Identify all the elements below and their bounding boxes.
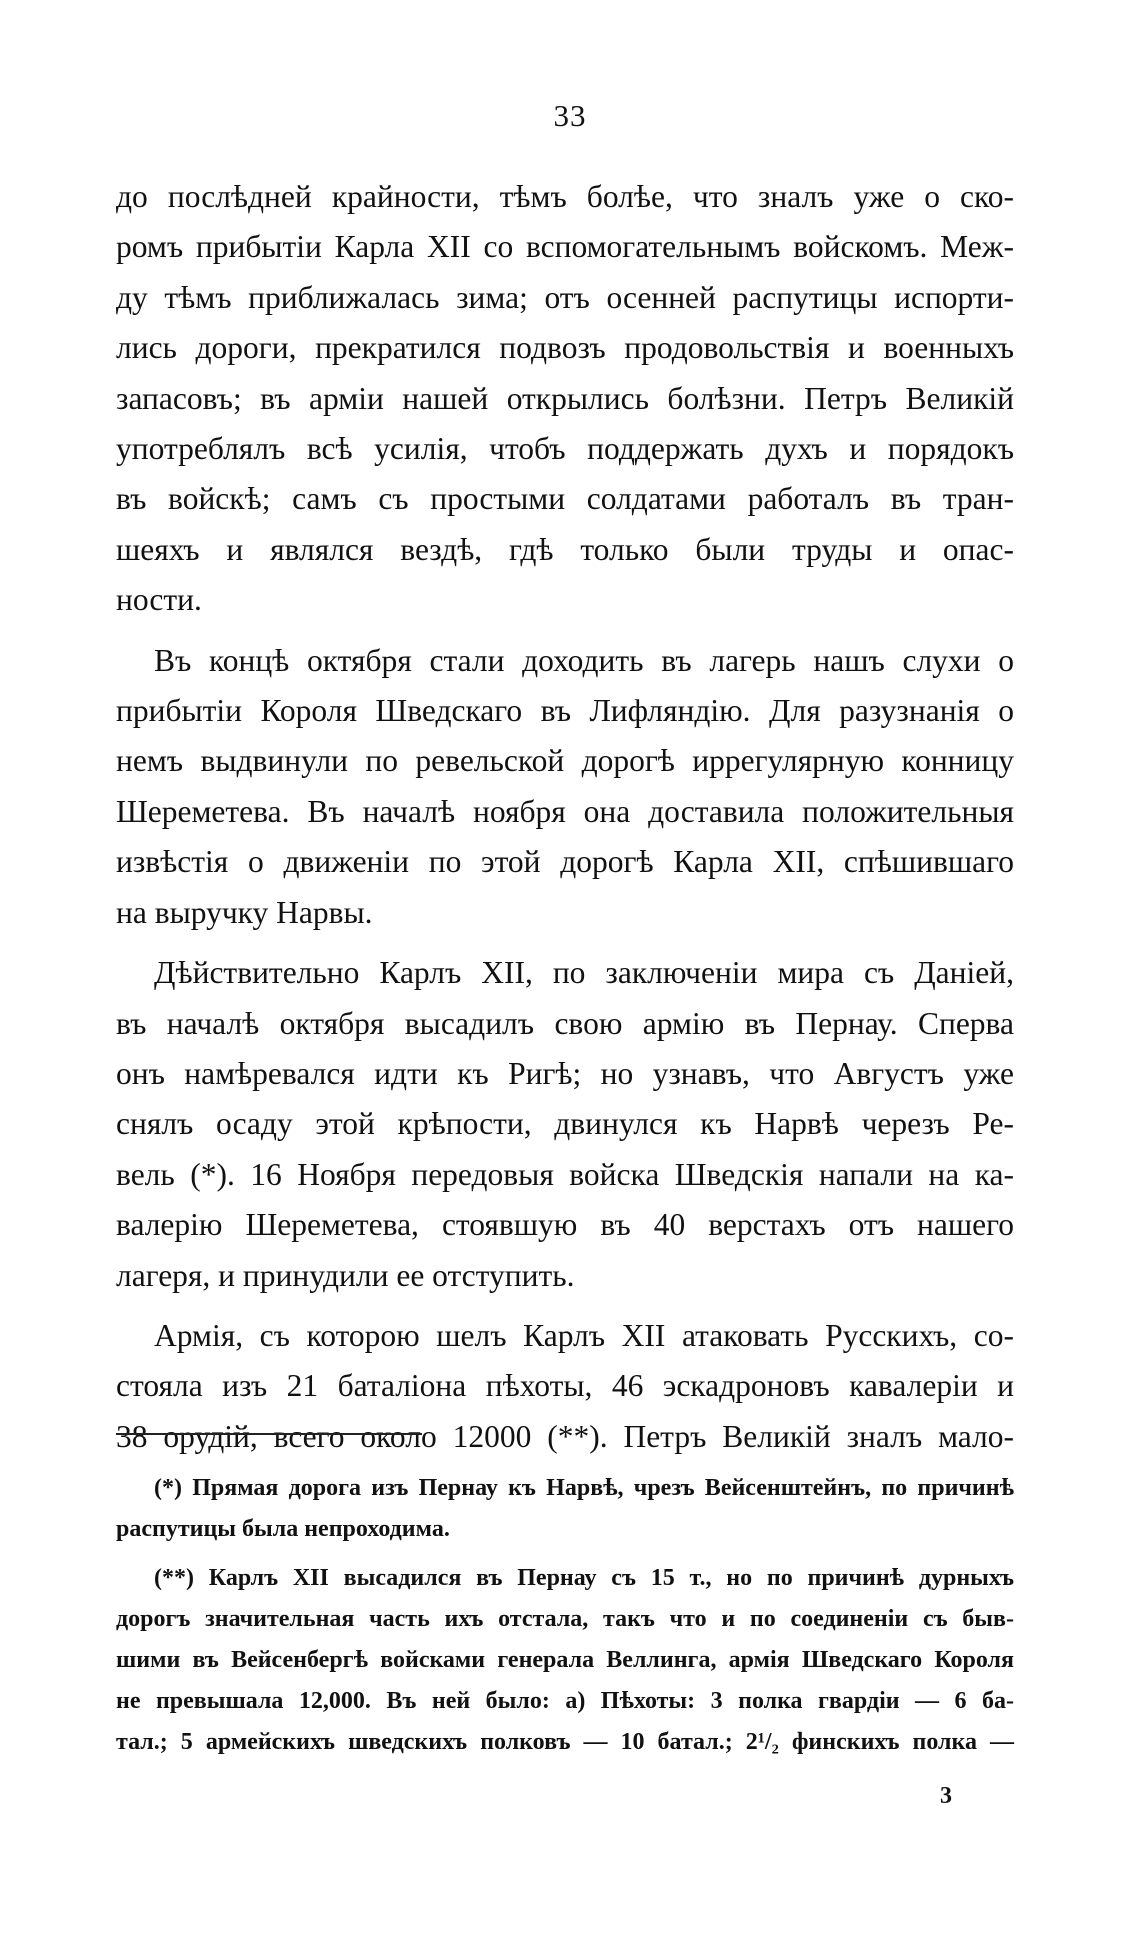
footnote-line: тал.; 5 армейскихъ шведскихъ полковъ — 10 батал.; 2¹/₂ финскихъ полка —	[116, 1729, 1014, 1755]
text-line: немъ выдвинули по ревельской дорогѣ иррегулярную конницу	[116, 743, 1014, 779]
page-number: 33	[553, 98, 587, 133]
text-line: на выручку Нарвы.	[116, 894, 373, 930]
text-line: Дѣйствительно Карлъ XII, по заключеніи мира съ Даніей,	[154, 955, 1014, 991]
text-line: ности.	[116, 582, 202, 618]
text-line: вель (*). 16 Ноября передовыя войска Шведскія напали на ка-	[116, 1156, 1014, 1192]
text-line: шеяхъ и являлся вездѣ, гдѣ только были труды и опас-	[116, 531, 1014, 567]
footnote-line: (*) Прямая дорога изъ Пернау къ Нарвѣ, чрезъ Вейсенштейнъ, по причинѣ	[154, 1475, 1014, 1501]
text-line: Шереметева. Въ началѣ ноября она доставила положительныя	[116, 793, 1014, 829]
text-line: ромъ прибытіи Карла XII со вспомогательнымъ войскомъ. Меж-	[116, 229, 1014, 265]
text-line: онъ намѣревался идти къ Ригѣ; но узнавъ, что Августъ уже	[116, 1055, 1014, 1091]
text-line: прибытіи Короля Шведскаго въ Лифляндію. Для разузнанія о	[116, 693, 1014, 729]
footnote-line: дорогъ значительная часть ихъ отстала, такъ что и по соединеніи съ быв-	[116, 1606, 1014, 1632]
body-text	[116, 172, 1014, 1472]
text-line: употреблялъ всѣ усилія, чтобъ поддержать духъ и порядокъ	[116, 431, 1014, 467]
text-line: до послѣдней крайности, тѣмъ болѣе, что зналъ уже о ско-	[116, 179, 1014, 214]
text-line: стояла изъ 21 баталіона пѣхоты, 46 эскадроновъ кавалеріи и	[116, 1368, 1014, 1404]
footnote-line: не превышала 12,000. Въ ней было: а) Пѣхоты: 3 полка гвардіи — 6 ба-	[116, 1688, 1014, 1714]
text-line: Армія, съ которою шелъ Карлъ XII атаковать Русскихъ, со-	[154, 1317, 1014, 1353]
text-line: валерію Шереметева, стоявшую въ 40 верстахъ отъ нашего	[116, 1207, 1014, 1243]
footnote-line: шими въ Вейсенбергѣ войсками генерала Веллинга, армія Шведскаго Короля	[116, 1647, 1014, 1673]
footnote	[116, 1558, 1014, 1763]
paragraph	[116, 636, 1014, 938]
footnotes	[116, 1468, 1014, 1771]
footnote-line: распутицы была непроходима.	[116, 1516, 450, 1542]
footnote	[116, 1468, 1014, 1550]
text-line: 38 орудій, всего около 12000 (**). Петръ Великій зналъ мало-	[116, 1418, 1014, 1454]
footnote-rule	[116, 1433, 422, 1435]
text-line: лись дороги, прекратился подвозъ продовольствія и военныхъ	[116, 330, 1014, 366]
paragraph	[116, 948, 1014, 1301]
text-line: въ началѣ октября высадилъ свою армію въ Пернау. Сперва	[116, 1005, 1014, 1041]
text-line: лагеря, и принудили ее отступить.	[116, 1257, 575, 1293]
paragraph	[116, 1311, 1014, 1462]
text-line: запасовъ; въ арміи нашей открылись болѣзни. Петръ Великій	[116, 380, 1014, 416]
text-line: въ войскѣ; самъ съ простыми солдатами работалъ въ тран-	[116, 481, 1014, 517]
paragraph	[116, 172, 1014, 626]
text-line: извѣстія о движеніи по этой дорогѣ Карла XII, спѣшившаго	[116, 844, 1014, 880]
signature-mark: 3	[940, 1783, 952, 1809]
footnote-line: (**) Карлъ XII высадился въ Пернау съ 15 т., но по причинѣ дурныхъ	[154, 1565, 1014, 1591]
text-line: снялъ осаду этой крѣпости, двинулся къ Нарвѣ черезъ Ре-	[116, 1106, 1014, 1142]
text-line: Въ концѣ октября стали доходить въ лагерь нашъ слухи о	[154, 642, 1014, 678]
text-line: ду тѣмъ приближалась зима; отъ осенней распутицы испорти-	[116, 279, 1014, 315]
